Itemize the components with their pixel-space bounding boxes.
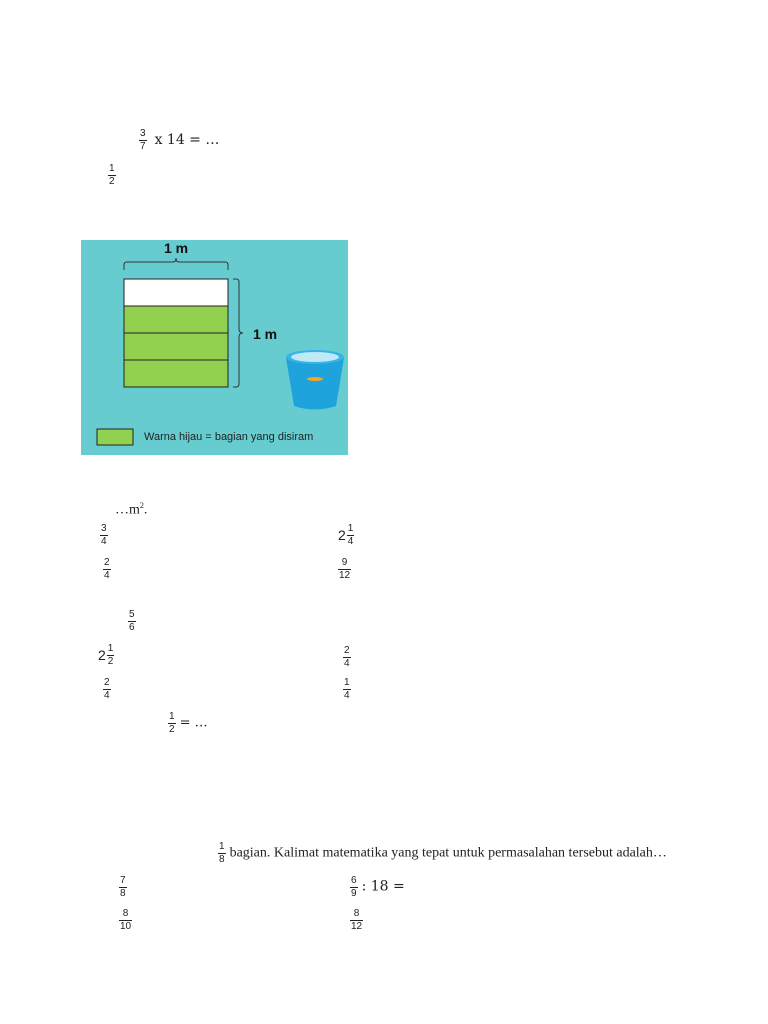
width-label: 1 m — [164, 240, 189, 256]
q3-option-b: $\frac{2}{4}$ — [344, 645, 350, 669]
q5-option-a: $\frac{7}{8}$ — [120, 875, 126, 899]
garden-diagram — [81, 240, 348, 455]
q1-fraction: $\frac{3}{7}$ — [140, 128, 146, 152]
q3-option-d: $\frac{1}{4}$ — [344, 677, 350, 701]
legend-swatch — [97, 429, 133, 445]
garden-illustration — [81, 240, 348, 455]
q5-stem: $\frac{1}{8}$ bagian. Kalimat matematika yang tepat untuk permasalahan tersebut adalah… — [219, 841, 667, 865]
green-section-1 — [124, 306, 228, 333]
q5-option-b: $\frac{6}{9}$ : 18 = — [351, 875, 405, 899]
legend-text: Warna hijau = bagian yang disiram — [144, 431, 314, 443]
green-section-2 — [124, 333, 228, 360]
q2-option-b: 2 $\frac{1}{4}$ — [338, 523, 354, 547]
water-bucket-icon — [286, 350, 344, 410]
height-label: 1 m — [253, 326, 278, 342]
q5-option-c: $\frac{8}{10}$ — [120, 908, 132, 932]
q5-stem-text: bagian. Kalimat matematika yang tepat untuk permasalahan tersebut adalah… — [229, 845, 667, 861]
q3-fraction: $\frac{5}{6}$ — [129, 609, 135, 633]
q2-option-c: $\frac{2}{4}$ — [104, 557, 110, 581]
q2-option-d: $\frac{9}{12}$ — [339, 557, 351, 581]
q4-expression: $\frac{1}{2}$ = … — [169, 711, 208, 735]
width-brace — [124, 258, 228, 270]
q1-expression-text: x 14 = … — [154, 131, 220, 148]
q3-option-c: $\frac{2}{4}$ — [104, 677, 110, 701]
q2-stem: $\dots m^2$. — [115, 501, 148, 518]
q1-half-fraction: $\frac{1}{2}$ — [109, 163, 115, 187]
white-section — [124, 279, 228, 306]
green-section-3 — [124, 360, 228, 387]
height-brace — [233, 279, 243, 387]
q1-expression — [139, 128, 219, 152]
q3-option-a: 2 $\frac{1}{2}$ — [98, 643, 114, 667]
q5-option-d: $\frac{8}{12}$ — [351, 908, 363, 932]
q2-option-a: $\frac{3}{4}$ — [101, 523, 107, 547]
